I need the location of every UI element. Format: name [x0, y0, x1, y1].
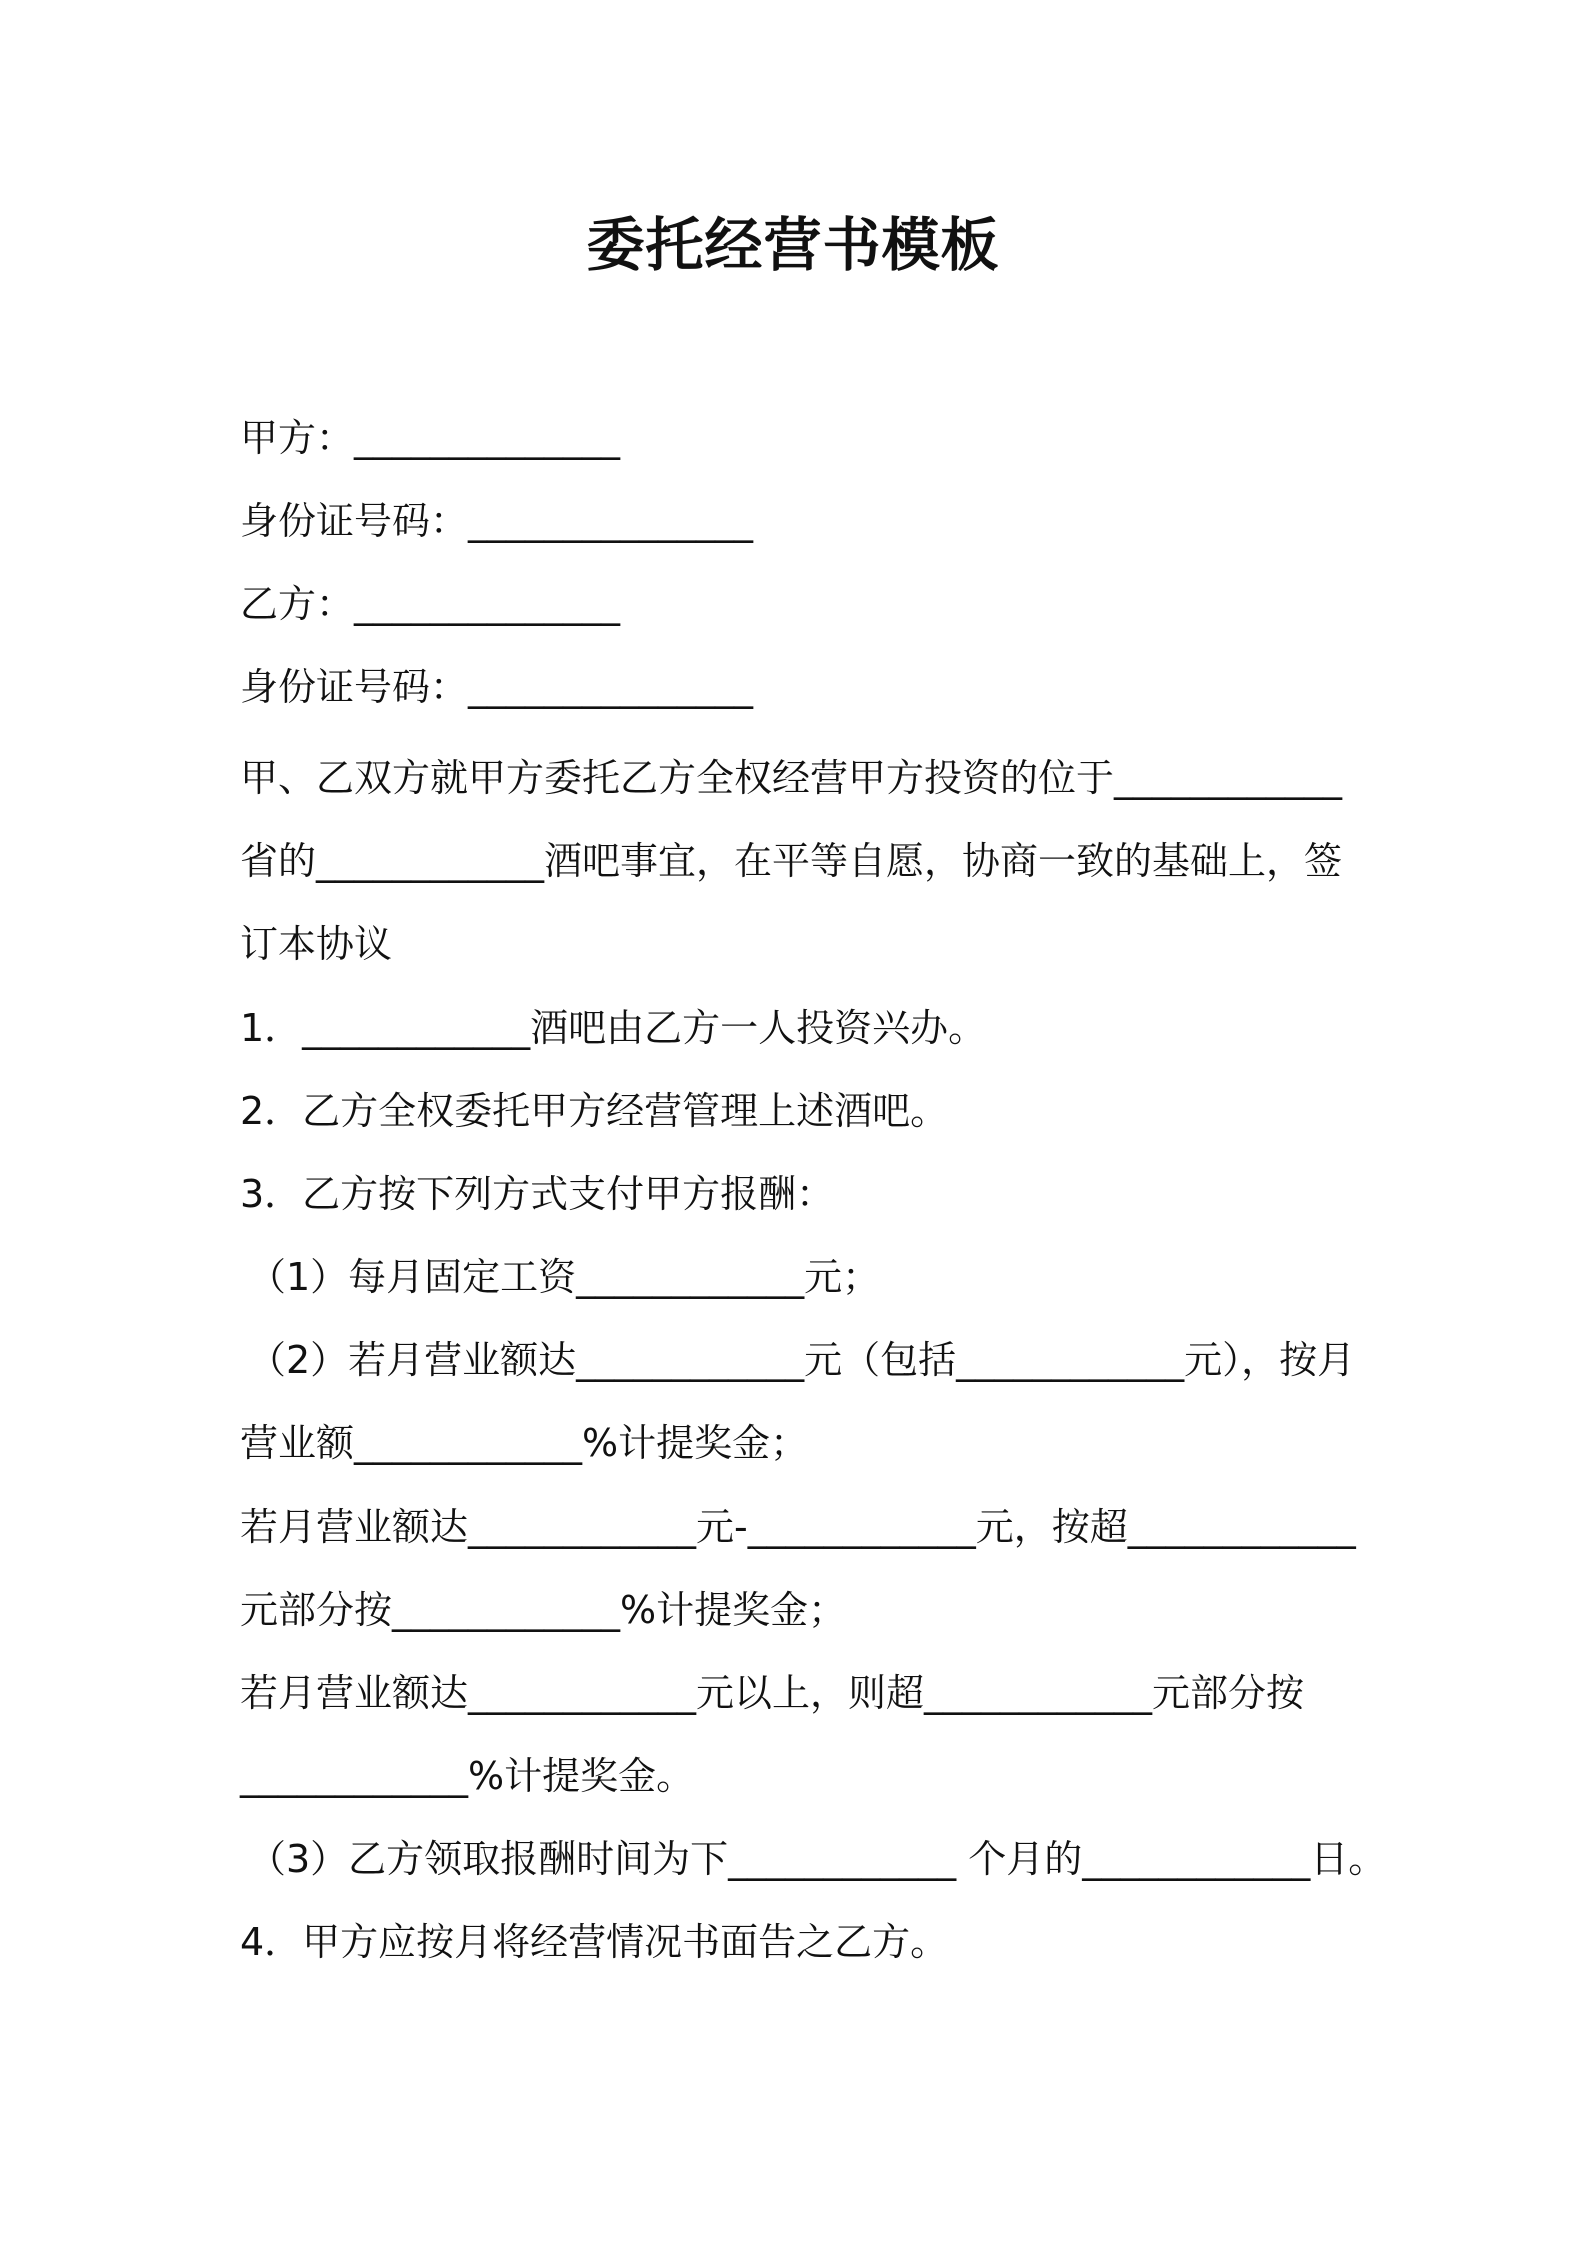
clause-3: 3．乙方按下列方式支付甲方报酬：: [240, 1172, 835, 1216]
clause-3-item-1: （1）每月固定工资____________元；: [248, 1255, 881, 1299]
party-a-line: 甲方：______________: [240, 416, 621, 460]
clause-3-item-2-line-4: 元部分按____________%计提奖金；: [240, 1588, 847, 1632]
party-b-id-line: 身份证号码：_______________: [240, 665, 754, 709]
clause-3-item-3: （3）乙方领取报酬时间为下____________ 个月的____________日。: [248, 1837, 1387, 1881]
party-a-id-line: 身份证号码：_______________: [240, 499, 754, 543]
intro-paragraph-line-2: 省的____________酒吧事宜，在平等自愿，协商一致的基础上，签: [240, 839, 1343, 883]
clause-4: 4．甲方应按月将经营情况书面告之乙方。: [240, 1920, 949, 1964]
clause-3-item-2-line-6: ____________%计提奖金。: [240, 1754, 695, 1798]
clause-3-item-2-line-2: 营业额____________%计提奖金；: [240, 1421, 809, 1465]
clause-3-item-2-line-1: （2）若月营业额达____________元（包括____________元），按月: [248, 1338, 1356, 1382]
clause-3-item-2-line-3: 若月营业额达____________元-____________元，按超____________: [240, 1505, 1356, 1549]
party-b-line: 乙方：______________: [240, 582, 621, 626]
intro-paragraph-line-1: 甲、乙双方就甲方委托乙方全权经营甲方投资的位于____________: [240, 756, 1343, 800]
intro-paragraph-line-3: 订本协议: [240, 922, 393, 966]
clause-3-item-2-line-5: 若月营业额达____________元以上，则超____________元部分按: [240, 1671, 1305, 1715]
clause-2: 2．乙方全权委托甲方经营管理上述酒吧。: [240, 1089, 949, 1133]
document-title: 委托经营书模板: [586, 211, 1000, 279]
clause-1: 1．____________酒吧由乙方一人投资兴办。: [240, 1006, 987, 1050]
